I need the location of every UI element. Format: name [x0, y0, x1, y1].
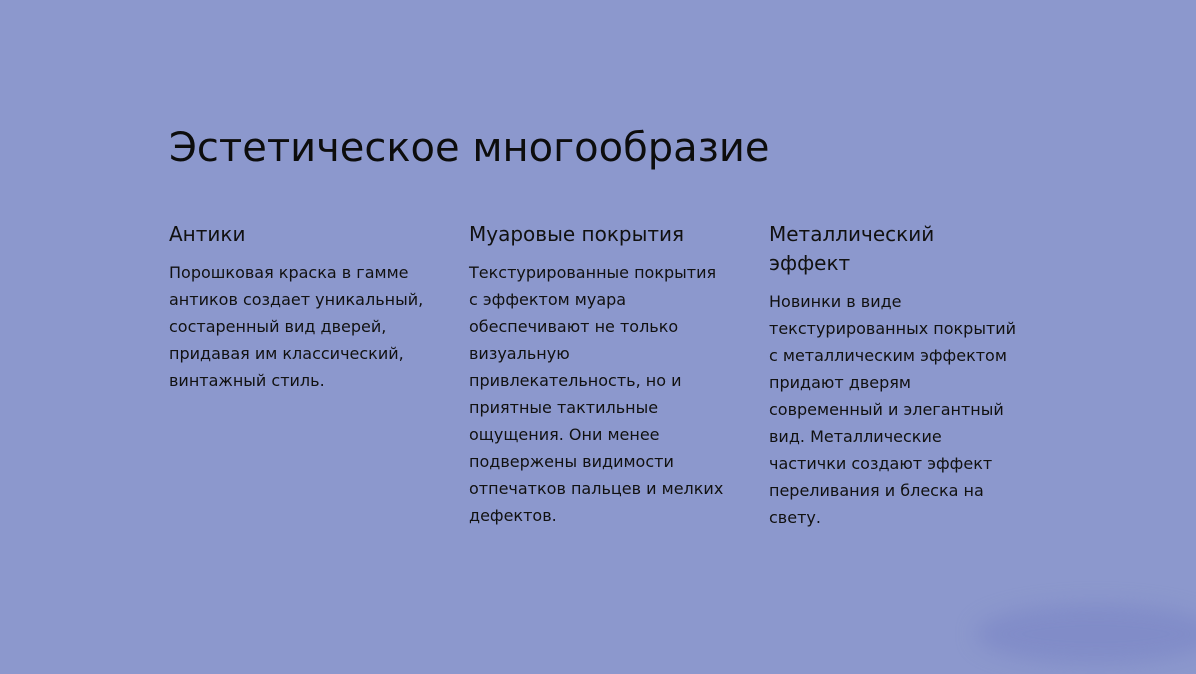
column-heading: Антики — [169, 222, 246, 246]
column-moire-coatings — [469, 220, 727, 529]
decorative-shadow — [976, 604, 1196, 664]
column-metallic-effect — [769, 220, 1021, 531]
column-heading: Муаровые покрытия — [469, 222, 685, 246]
column-heading: Металлический эффект — [769, 222, 935, 275]
column-text: Текстурированные покрытия с эффектом муара обеспечивают не только визуальную привлекательность, но и приятные тактильные ощущения. Они менее подвержены видимости отпечатков пальцев и мелких дефектов. — [469, 263, 724, 525]
column-text: Новинки в виде текстурированных покрытий с металлическим эффектом придают дверям современный и элегантный вид. Металлические частички создают эффект переливания и блеска на свету. — [769, 292, 1017, 527]
slide-title: Эстетическое многообразие — [169, 125, 770, 171]
column-antiques — [169, 220, 427, 394]
column-text: Порошковая краска в гамме антиков создает уникальный, состаренный вид дверей, придавая им классический, винтажный стиль. — [169, 263, 424, 390]
